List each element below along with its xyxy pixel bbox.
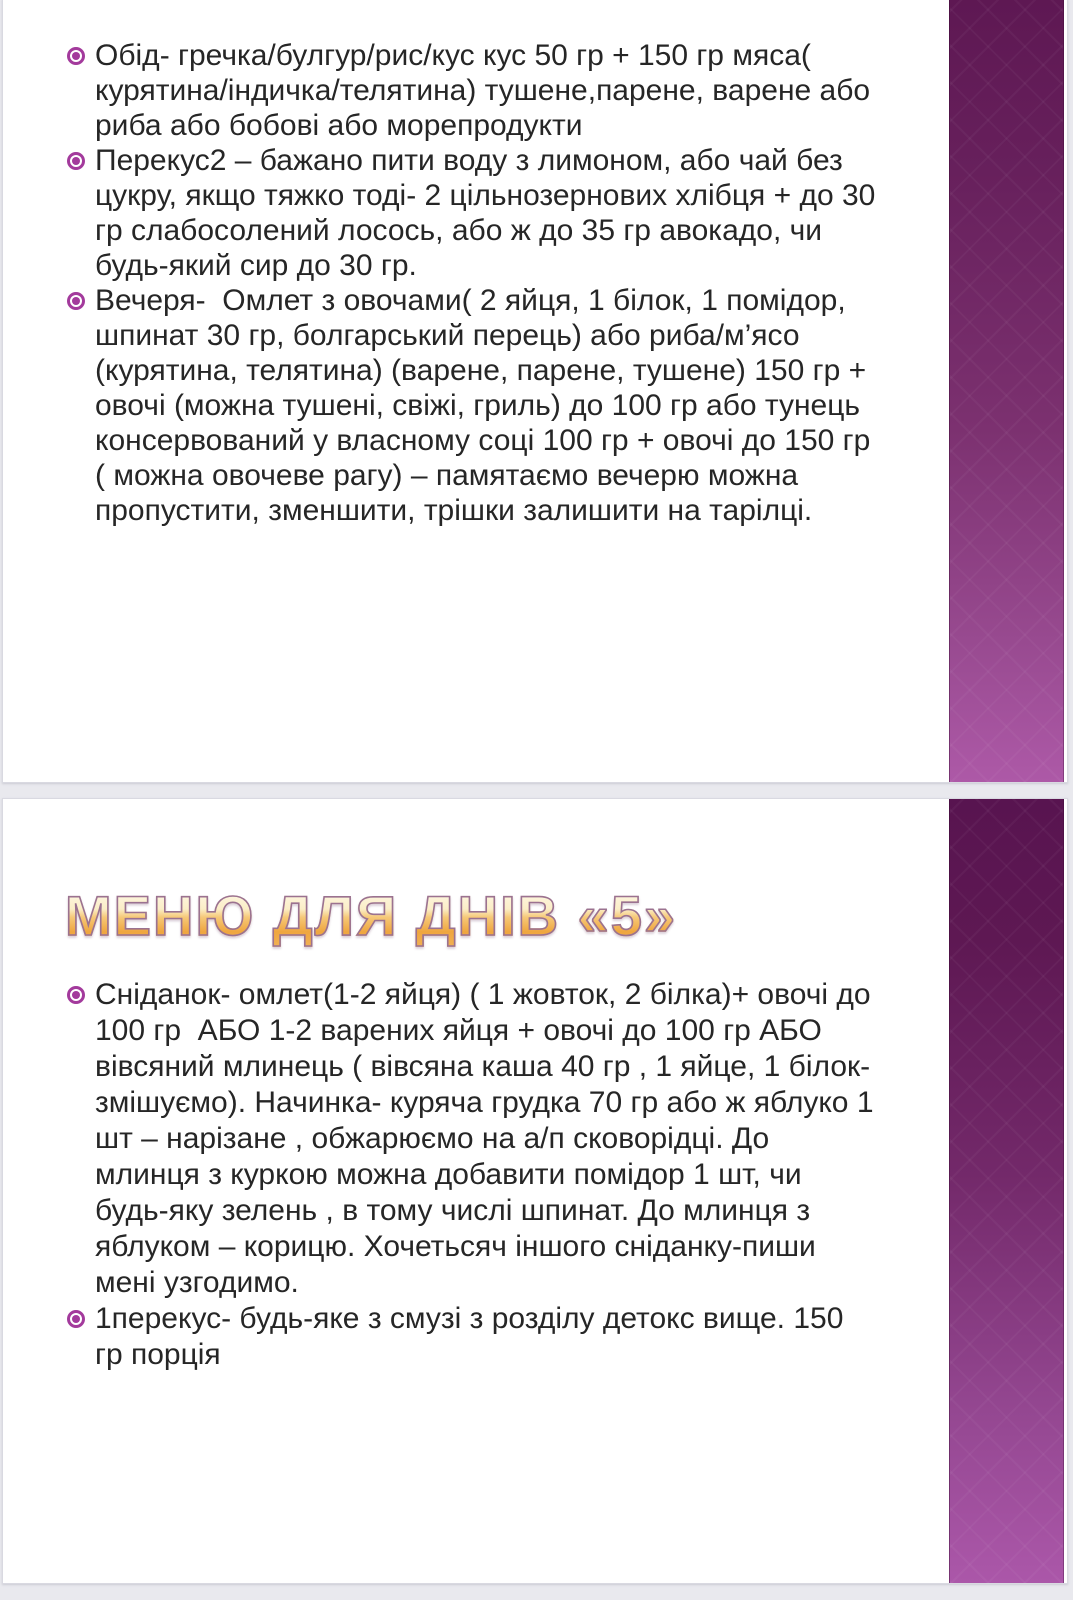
bullet-fisheye-icon (67, 47, 85, 65)
slide-2 (2, 798, 1068, 1584)
slide-2-accent-bar (949, 799, 1064, 1583)
accent-bar-diamond-pattern (950, 0, 1063, 782)
slide-1-content (67, 38, 884, 528)
slide-2-content (67, 977, 882, 1373)
bullet-item (67, 143, 884, 283)
bullet-fisheye-icon (67, 152, 85, 170)
slide-title: МЕНЮ ДЛЯ ДНІВ «5» (65, 884, 678, 947)
accent-bar-diamond-pattern (950, 799, 1063, 1583)
bullet-fisheye-icon (67, 1310, 85, 1328)
bullet-list (67, 977, 882, 1373)
bullet-text-breakfast: Сніданок- омлет(1-2 яйця) ( 1 жовток, 2 білка)+ овочі до 100 гр АБО 1-2 варених яйця + овочі до 100 гр АБО вівсяний млинець ( вівсяна каша 40 гр , 1 яйце, 1 білок- змішуємо). Начинка- куряча грудка 70 гр або ж яблуко 1 шт – нарізане , обжарюємо на а/п сковорідці. До млинця з куркою можна добавити помідор 1 шт, чи будь-яку зелень , в тому числі шпинат. До млинця з яблуком – корицю. Хочетьсяч іншого сніданку-пиши мені узгодимо. (95, 978, 882, 1299)
bullet-item (67, 38, 879, 143)
bullet-fisheye-icon (67, 292, 85, 310)
bullet-text-lunch: Обід- гречка/булгур/рис/кус кус 50 гр + 150 гр мяса( курятина/індичка/телятина) тушене,парене, варене або риба або бобові або морепродукти (95, 39, 879, 142)
bullet-list (67, 38, 884, 528)
bullet-text-snack2: Перекус2 – бажано пити воду з лимоном, або чай без цукру, якщо тяжко тоді- 2 цільнозернових хлібця + до 30 гр слабосолений лосось, або ж до 35 гр авокадо, чи будь-який сир до 30 гр. (95, 144, 884, 282)
slide-1 (2, 0, 1068, 783)
slide-1-accent-bar (949, 0, 1064, 782)
bullet-dot (72, 297, 80, 305)
bullet-dot (72, 1315, 80, 1323)
bullet-dot (72, 157, 80, 165)
bullet-item (67, 283, 879, 528)
bullet-fisheye-icon (67, 986, 85, 1004)
bullet-dot (72, 991, 80, 999)
bullet-text-snack1: 1перекус- будь-яке з смузі з розділу детокс вище. 150 гр порція (95, 1302, 852, 1371)
bullet-dot (72, 52, 80, 60)
bullet-text-dinner: Вечеря- Омлет з овочами( 2 яйця, 1 білок, 1 помідор, шпинат 30 гр, болгарський перець) або риба/м’ясо (курятина, телятина) (варене, парене, тушене) 150 гр + овочі (можна тушені, свіжі, гриль) до 100 гр або тунець консервований у власному соці 100 гр + овочі до 150 гр ( можна овочеве рагу) – памятаємо вечерю можна пропустити, зменшити, трішки залишити на тарілці. (95, 284, 879, 527)
bullet-item (67, 1301, 879, 1373)
bullet-item (67, 977, 882, 1301)
